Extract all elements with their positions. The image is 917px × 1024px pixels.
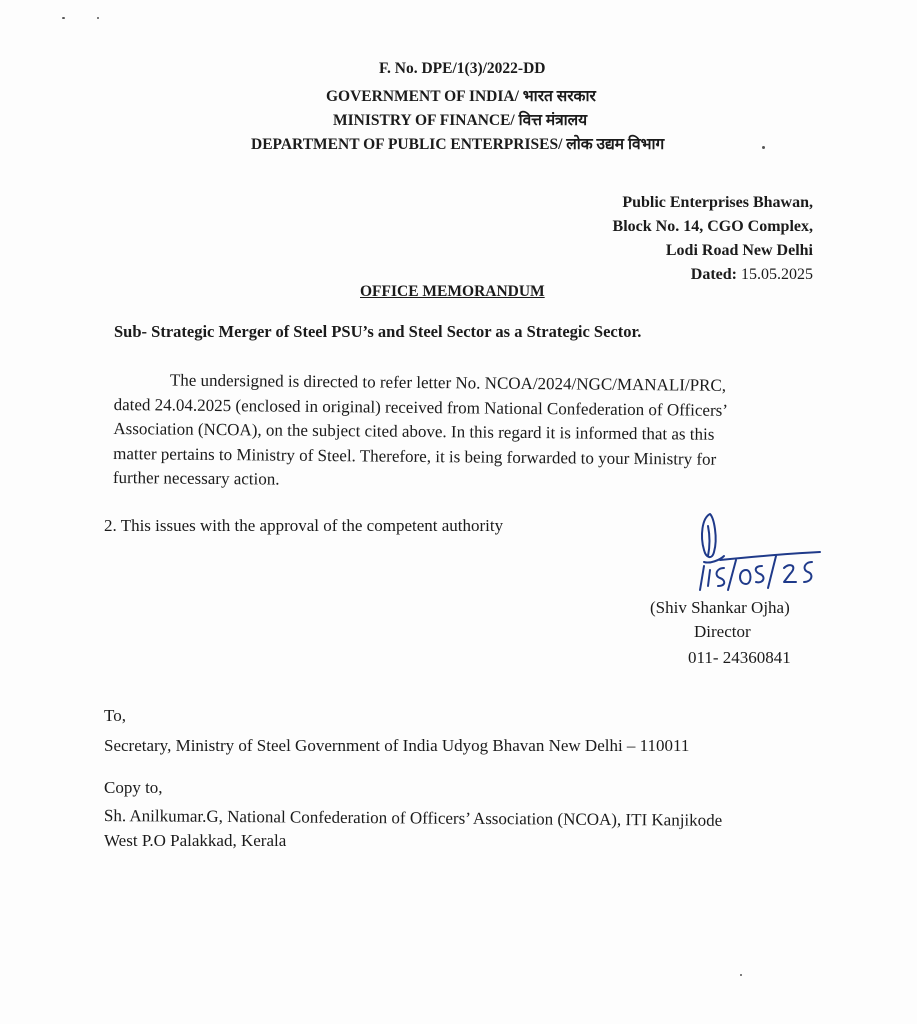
- scan-speck: [762, 146, 765, 149]
- signatory-phone: 011- 24360841: [688, 648, 791, 667]
- file-number: F. No. DPE/1(3)/2022-DD: [379, 60, 546, 77]
- subject-line: Sub- Strategic Merger of Steel PSU’s and Steel Sector as a Strategic Sector.: [114, 322, 642, 341]
- paragraph-line: matter pertains to Ministry of Steel. Therefore, it is being forwarded to your Ministry for: [113, 443, 717, 469]
- scan-speck: [62, 17, 65, 19]
- signatory-designation: Director: [694, 622, 751, 641]
- copy-to-label: Copy to,: [104, 778, 163, 797]
- government-line: GOVERNMENT OF INDIA/ भारत सरकार: [326, 88, 596, 105]
- paragraph-line: further necessary action.: [112, 467, 280, 489]
- date-label: Dated:: [690, 266, 737, 283]
- paragraph-line: Association (NCOA), on the subject cited above. In this regard it is informed that as this: [113, 418, 715, 444]
- scan-speck: [97, 17, 99, 19]
- department-line: DEPARTMENT OF PUBLIC ENTERPRISES/ लोक उद्यम विभाग: [251, 136, 665, 153]
- body-paragraph-1: [113, 368, 814, 497]
- recipient-line: Secretary, Ministry of Steel Government of India Udyog Bhavan New Delhi – 110011: [104, 736, 690, 755]
- copy-line-1: Sh. Anilkumar.G, National Confederation of Officers’ Association (NCOA), ITI Kanjikode: [103, 806, 723, 830]
- ministry-line: MINISTRY OF FINANCE/ वित्त मंत्रालय: [333, 112, 588, 129]
- date-value: 15.05.2025: [741, 266, 813, 283]
- address-line-3: Lodi Road New Delhi: [665, 242, 813, 259]
- copy-line-2: West P.O Palakkad, Kerala: [104, 831, 287, 850]
- date-line: [691, 266, 813, 284]
- paragraph-line: dated 24.04.2025 (enclosed in original) received from National Confederation of Officers’: [113, 394, 729, 420]
- body-paragraph-2: 2. This issues with the approval of the competent authority: [104, 516, 504, 535]
- scan-speck: [740, 974, 742, 976]
- paragraph-line: The undersigned is directed to refer letter No. NCOA/2024/NGC/MANALI/PRC,: [169, 370, 727, 395]
- address-line-1: Public Enterprises Bhawan,: [622, 194, 813, 211]
- to-label: To,: [104, 706, 126, 725]
- address-line-2: Block No. 14, CGO Complex,: [612, 218, 813, 235]
- handwritten-signature: [680, 506, 830, 596]
- signatory-name: (Shiv Shankar Ojha): [650, 598, 790, 617]
- memo-title: OFFICE MEMORANDUM: [360, 283, 545, 300]
